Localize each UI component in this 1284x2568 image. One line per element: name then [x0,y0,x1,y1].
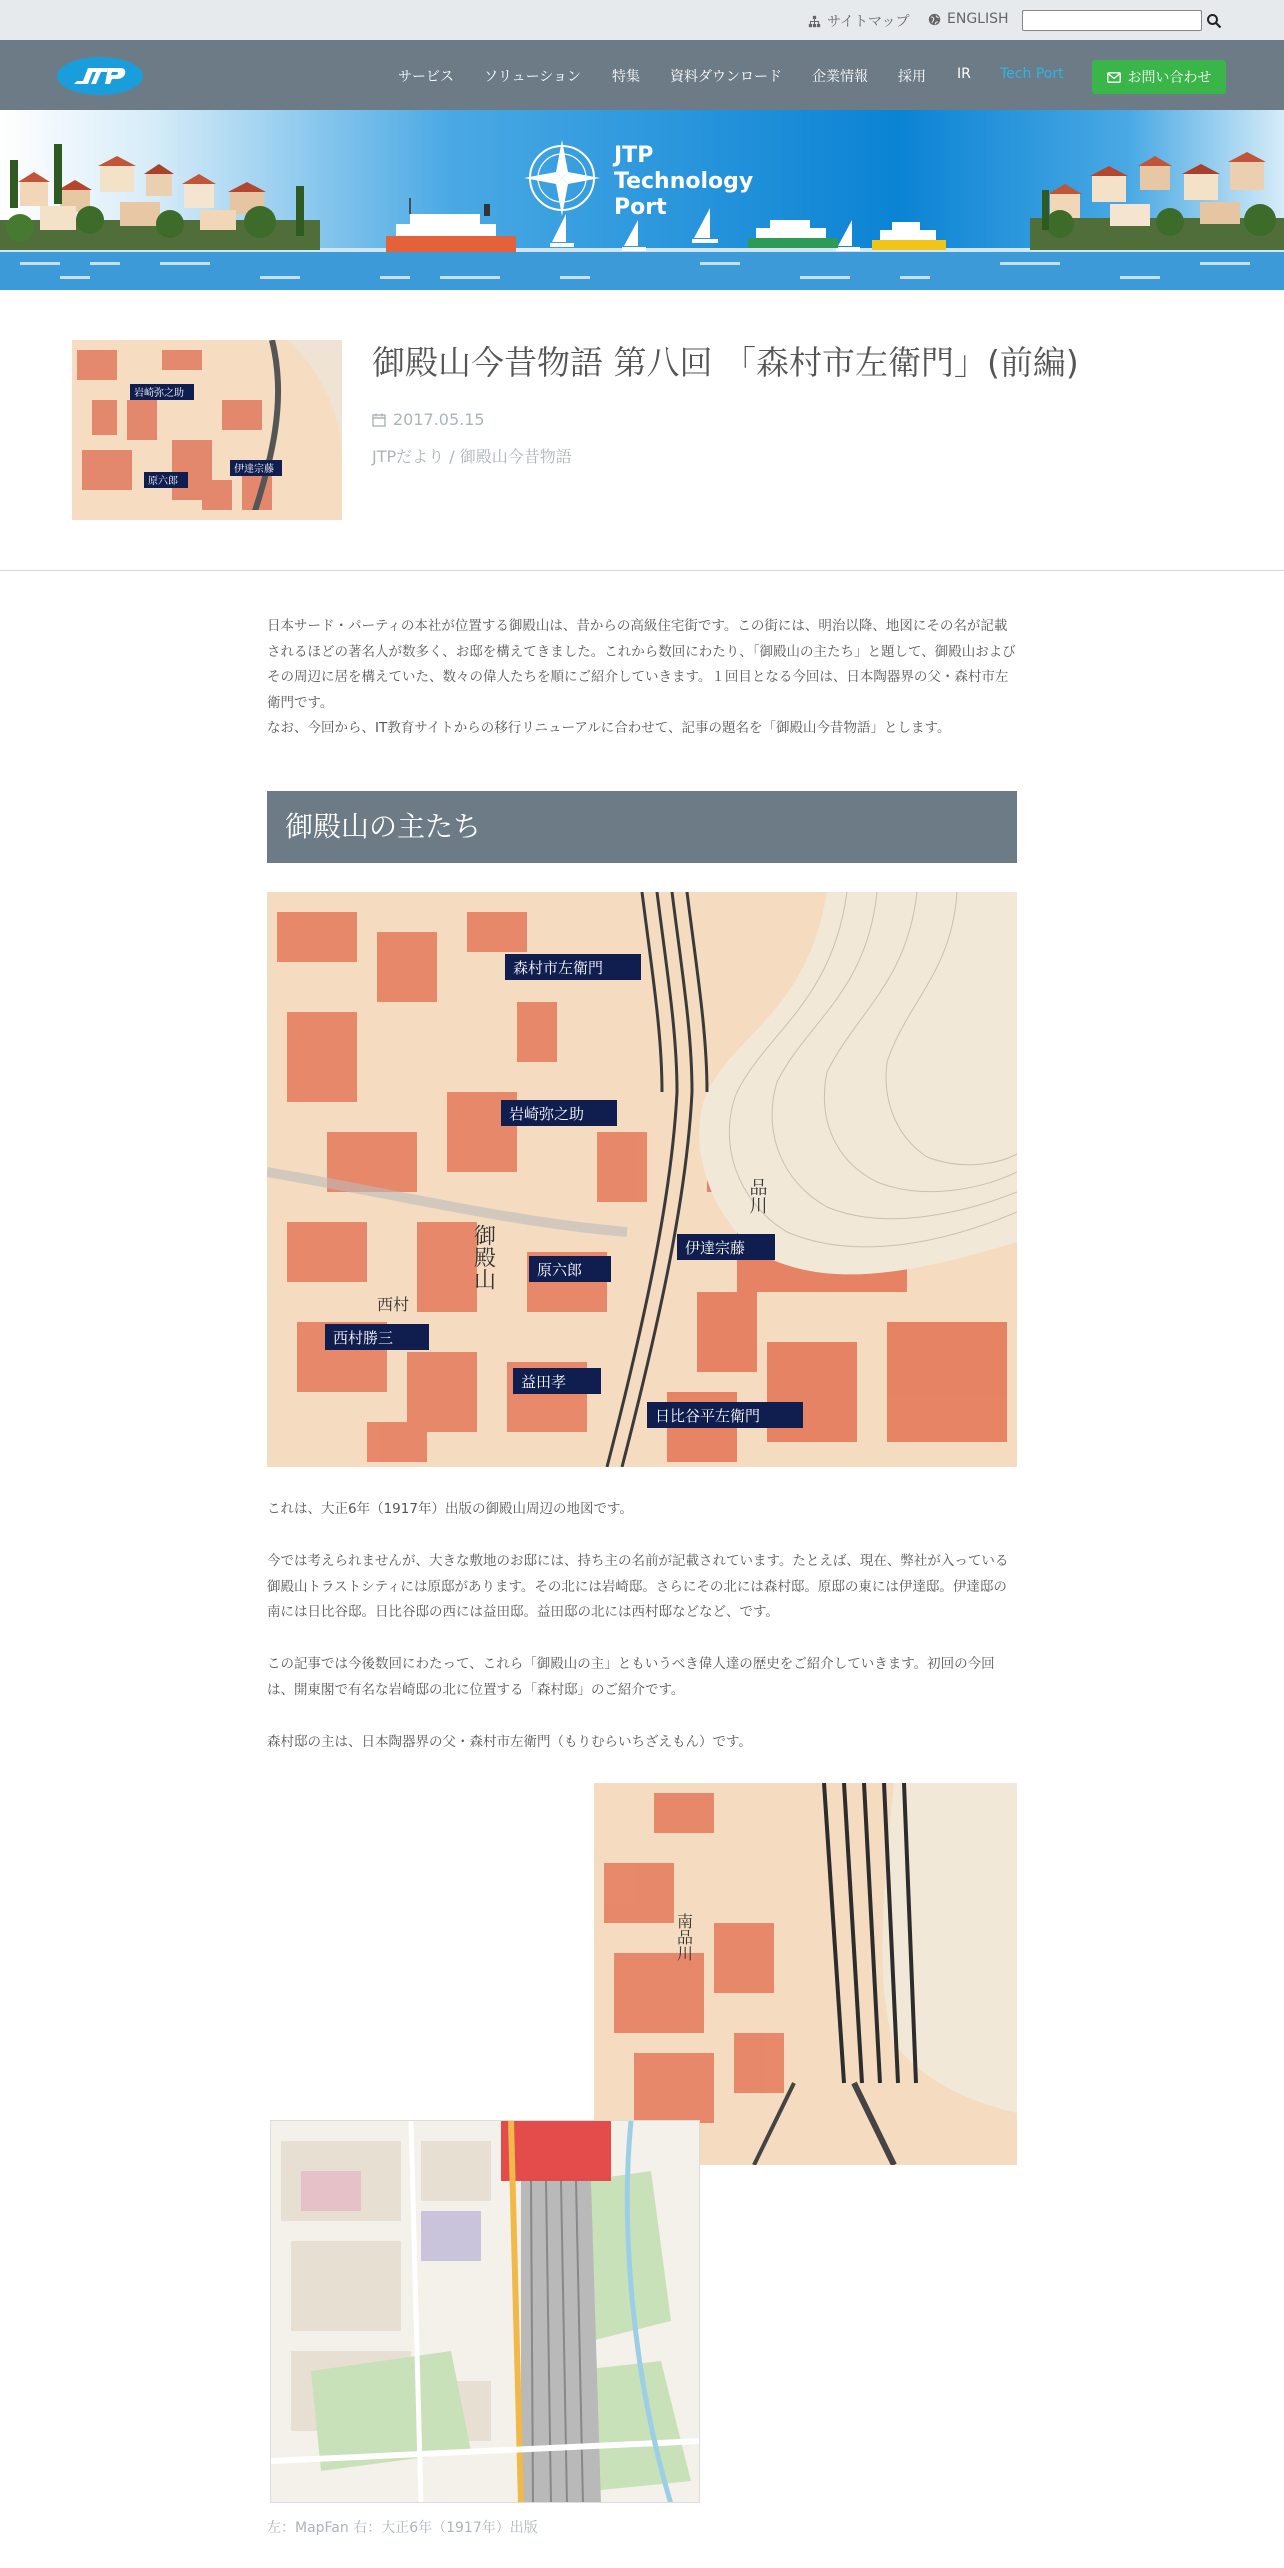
paragraph-2: 今では考えられませんが、大きな敷地のお邸には、持ち主の名前が記載されています。たとえば、現在、弊社が入っている御殿山トラストシティには原邸があります。その北には岩崎邸。さらにその北には森村邸。原邸の東には伊達邸。伊達邸の南には日比谷邸。日比谷邸の西には益田邸。益田邸の北には西村邸などなど、です。 [267,1553,1009,1620]
intro-text-2: なお、今回から、IT教育サイトからの移行リニューアルに合わせて、記事の題名を「御殿山今昔物語」とします。 [267,720,951,736]
map-label-nishimura: 西村勝三 [333,1329,394,1347]
category-separator: / [444,447,460,466]
intro-text-1: 日本サード・パーティの本社が位置する御殿山は、昔からの高級住宅街です。この街には、明治以降、地図にその名が記載されるほどの著名人が数多く、お邸を構えてきました。これから数回にわたり、「御殿山の主たち」と題して、御殿山およびその周辺に居を構えていた、数々の偉人たちを順にご紹介していきます。１回目となる今回は、日本陶器界の父・森村市左衛門です。 [267,618,1016,711]
thumb-label-hara: 原六郎 [148,476,178,487]
map-label-masuda: 益田孝 [521,1373,567,1391]
nav-item-recruit[interactable]: 採用 [898,69,926,85]
english-link[interactable] [928,11,1009,27]
article-title: 御殿山今昔物語 第八回 「森村市左衛門」(前編) [372,343,1079,382]
article-date [372,410,485,429]
hero-line1: JTP [614,143,654,168]
sitemap-label: サイトマップ [827,14,910,30]
map-text-shinagawa: 品川 [746,1178,768,1214]
english-label: ENGLISH [947,11,1009,27]
jtp-logo[interactable] [56,56,144,96]
article-categories [372,444,572,467]
thumb-label-date: 伊達宗藤 [234,464,274,475]
mail-icon [1107,72,1121,83]
category-jtp[interactable]: JTPだより [372,447,445,466]
intro-paragraph [267,614,1017,742]
main-map-image [267,892,1017,1467]
nav-item-ir[interactable]: IR [957,66,971,82]
map-label-hibiya: 日比谷平左衛門 [655,1407,761,1425]
sitemap-icon [808,15,821,28]
date-text: 2017.05.15 [393,410,485,429]
paragraph-3: この記事では今後数回にわたって、これら「御殿山の主」ともいうべき偉人達の歴史をご紹介していきます。初回の今回は、開東閣で有名な岩崎邸の北に位置する「森村邸」のご紹介です。 [267,1656,995,1698]
map-text-nishimura: 西村 [377,1295,410,1314]
old-map-text-minamishinagawa: 南品川 [674,1913,694,1961]
map-label-date: 伊達宗藤 [685,1239,746,1257]
map-label-iwasaki: 岩崎弥之助 [509,1105,585,1123]
nav-item-service[interactable]: サービス [398,69,454,85]
category-gotenyama[interactable]: 御殿山今昔物語 [459,447,572,466]
nav-item-company[interactable]: 企業情報 [812,69,868,85]
hero-line3: Port [614,195,667,220]
map-label-morimura: 森村市左衛門 [513,959,604,977]
search-input[interactable] [1022,10,1202,31]
image-caption: 左：MapFan 右：大正6年（1917年）出版 [267,2520,538,2536]
main-nav [0,40,1284,110]
hero-line2: Technology [614,169,754,194]
globe-icon [928,13,941,26]
contact-button[interactable] [1092,60,1226,94]
contact-label: お問い合わせ [1127,70,1212,86]
nav-item-solution[interactable]: ソリューション [484,69,582,85]
sitemap-link[interactable] [808,11,909,31]
hero-banner [0,110,1284,290]
header-divider [0,570,1284,571]
search-icon[interactable] [1206,13,1222,29]
article-thumbnail[interactable] [72,340,342,520]
paragraph-1: これは、大正6年（1917年）出版の御殿山周辺の地図です。 [267,1501,633,1517]
nav-item-download[interactable]: 資料ダウンロード [670,69,782,85]
modern-map-image [270,2120,700,2503]
paragraph-4: 森村邸の主は、日本陶器界の父・森村市左衛門（もりむらいちざえもん）です。 [267,1734,752,1750]
map-label-hara: 原六郎 [537,1261,583,1279]
old-map-image [594,1783,1017,2165]
nav-item-techport[interactable]: Tech Port [1000,66,1064,82]
map-text-gotenyama: 御殿山 [470,1224,496,1290]
section-heading: 御殿山の主たち [267,791,1017,863]
nav-item-feature[interactable]: 特集 [612,69,640,85]
thumb-label-iwasaki: 岩崎弥之助 [134,388,184,399]
calendar-icon [372,413,386,427]
utility-bar [0,0,1284,40]
